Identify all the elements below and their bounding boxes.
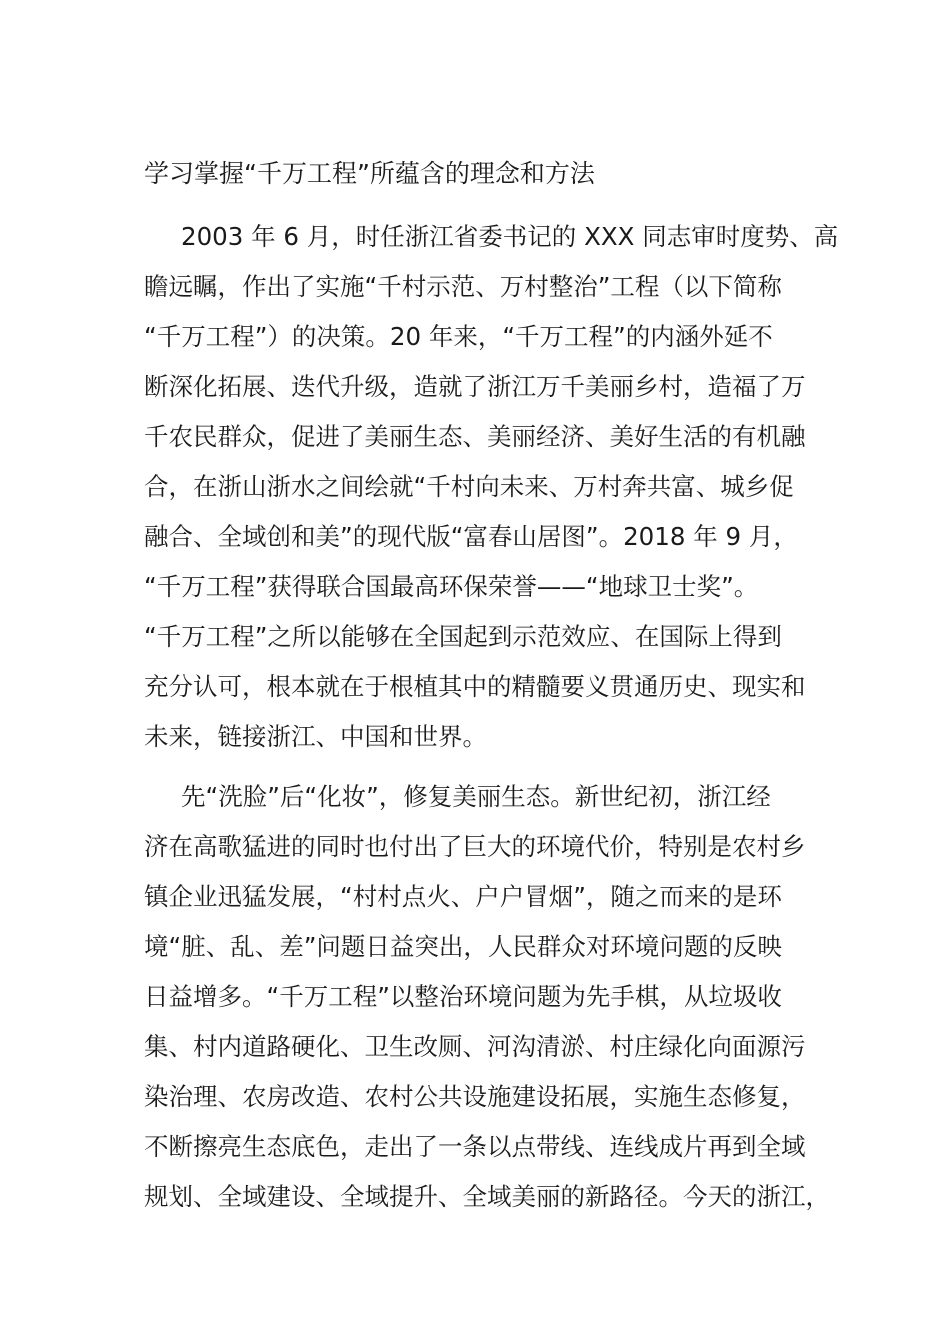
paragraph-line: 充分认可，根本就在于根植其中的精髓要义贯通历史、现实和 (144, 672, 806, 701)
paragraph-line: 合，在浙山浙水之间绘就“千村向未来、万村奔共富、城乡促 (144, 472, 794, 501)
paragraph-line: 先“洗脸”后“化妆”，修复美丽生态。新世纪初，浙江经 (181, 782, 771, 811)
paragraph-line: 集、村内道路硬化、卫生改厕、河沟清淤、村庄绿化向面源污 (144, 1032, 806, 1061)
paragraph-line: 融合、全域创和美”的现代版“富春山居图”。2018 年 9 月， (144, 522, 798, 551)
paragraph-line: 镇企业迅猛发展，“村村点火、户户冒烟”，随之而来的是环 (144, 882, 782, 911)
paragraph-2 (144, 772, 830, 1222)
paragraph-line: 不断擦亮生态底色，走出了一条以点带线、连线成片再到全域 (144, 1132, 806, 1161)
paragraph-line: 日益增多。“千万工程”以整治环境问题为先手棋，从垃圾收 (144, 982, 782, 1011)
paragraph-line: 断深化拓展、迭代升级，造就了浙江万千美丽乡村，造福了万 (144, 372, 806, 401)
paragraph-line: “千万工程”）的决策。20 年来，“千万工程”的内涵外延不 (144, 322, 773, 351)
paragraph-line: 千农民群众，促进了美丽生态、美丽经济、美好生活的有机融 (144, 422, 806, 451)
paragraph-line: 济在高歌猛进的同时也付出了巨大的环境代价，特别是农村乡 (144, 832, 806, 861)
paragraph-line: 瞻远瞩，作出了实施“千村示范、万村整治”工程（以下简称 (144, 272, 782, 301)
paragraph-line: “千万工程”之所以能够在全国起到示范效应、在国际上得到 (144, 622, 782, 651)
paragraph-line: “千万工程”获得联合国最高环保荣誉——“地球卫士奖”。 (144, 572, 759, 601)
document-title: 学习掌握“千万工程”所蕴含的理念和方法 (144, 159, 595, 188)
paragraph-line: 2003 年 6 月，时任浙江省委书记的 XXX 同志审时度势、高 (181, 222, 839, 251)
paragraph-line: 染治理、农房改造、农村公共设施建设拓展，实施生态修复， (144, 1082, 806, 1111)
paragraph-line: 未来，链接浙江、中国和世界。 (144, 722, 487, 751)
paragraph-line: 规划、全域建设、全域提升、全域美丽的新路径。今天的浙江， (144, 1182, 830, 1211)
paragraph-1 (144, 212, 839, 762)
paragraph-line: 境“脏、乱、差”问题日益突出，人民群众对环境问题的反映 (144, 932, 782, 961)
